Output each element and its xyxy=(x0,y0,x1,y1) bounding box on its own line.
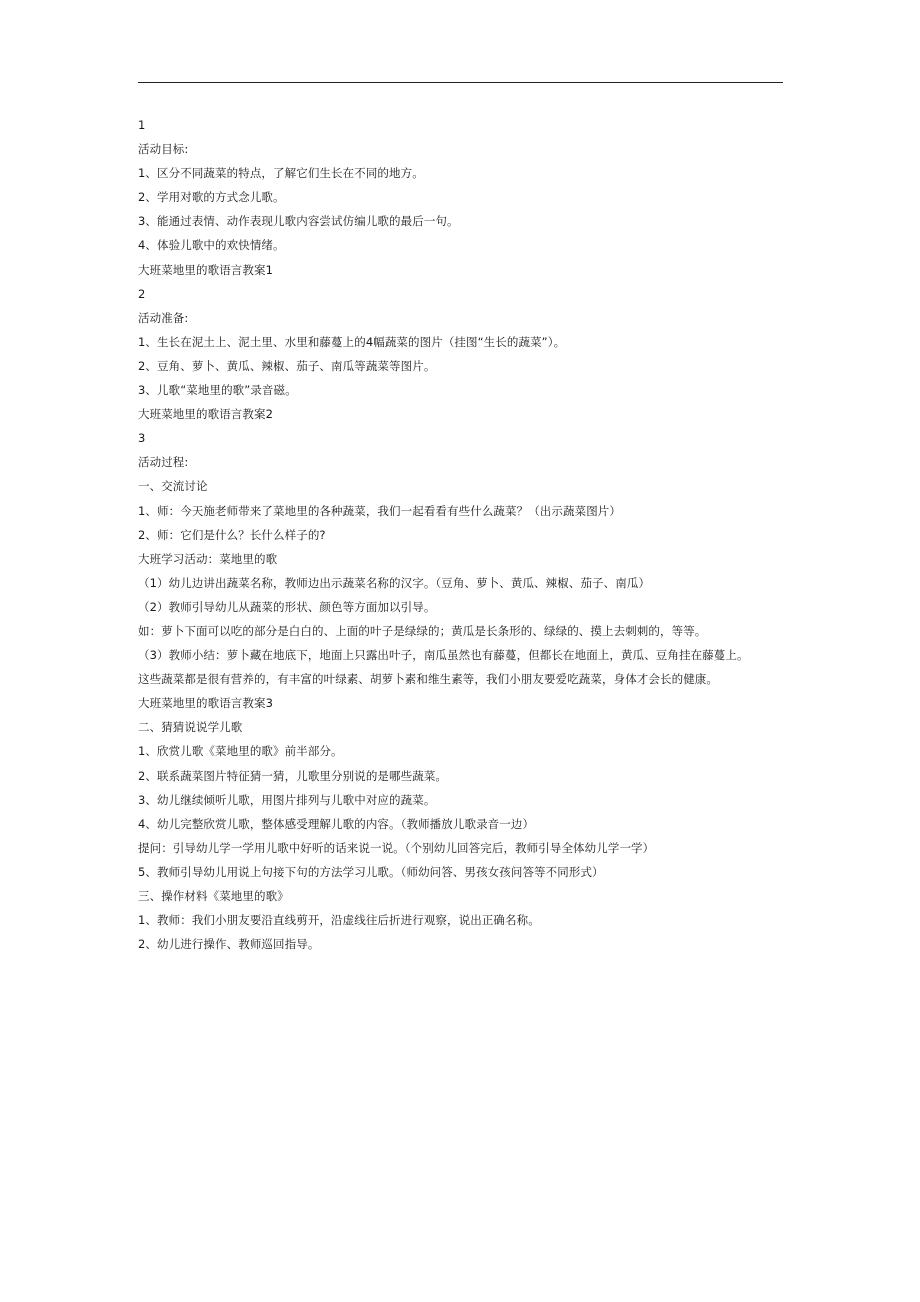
section-number: 1 xyxy=(138,118,146,132)
paragraph: 如：萝卜下面可以吃的部分是白白的、上面的叶子是绿绿的；黄瓜是长条形的、绿绿的、摸上去刺刺的，等等。 xyxy=(138,623,707,638)
section-heading: 活动过程: xyxy=(138,455,189,470)
list-item: 1、欣赏儿歌《菜地里的歌》前半部分。 xyxy=(138,744,343,759)
subsection-heading: 一、交流讨论 xyxy=(138,479,208,494)
list-item: 4、幼儿完整欣赏儿歌，整体感受理解儿歌的内容。（教师播放儿歌录音一边） xyxy=(138,816,535,831)
list-item: 1、区分不同蔬菜的特点，了解它们生长在不同的地方。 xyxy=(138,166,424,181)
list-item: （1）幼儿边讲出蔬菜名称，教师边出示蔬菜名称的汉字。（豆角、萝卜、黄瓜、辣椒、茄子、南瓜） xyxy=(138,575,651,590)
lesson-title: 大班菜地里的歌语言教案3 xyxy=(138,696,274,711)
list-item: 1、生长在泥土上、泥土里、水里和藤蔓上的4幅蔬菜的图片（挂图“生长的蔬菜”）。 xyxy=(138,334,566,349)
list-item: 3、能通过表情、动作表现儿歌内容尝试仿编儿歌的最后一句。 xyxy=(138,214,459,229)
subsection-heading: 三、操作材料《菜地里的歌》 xyxy=(138,889,289,903)
section-heading: 活动目标: xyxy=(138,142,189,157)
section-number: 2 xyxy=(138,286,146,301)
list-item: 2、幼儿进行操作、教师巡回指导。 xyxy=(138,937,320,952)
list-item: 2、师：它们是什么？长什么样子的? xyxy=(138,527,326,542)
list-item: 4、体验儿歌中的欢快情绪。 xyxy=(138,238,285,253)
list-item: 2、学用对歌的方式念儿歌。 xyxy=(138,190,285,205)
paragraph: 提问：引导幼儿学一学用儿歌中好听的话来说一说。（个别幼儿回答完后，教师引导全体幼儿学一学） xyxy=(138,840,655,855)
paragraph: 这些蔬菜都是很有营养的，有丰富的叶绿素、胡萝卜素和维生素等，我们小朋友要爱吃蔬菜，身体才会长的健康。 xyxy=(138,672,718,687)
list-item: （2）教师引导幼儿从蔬菜的形状、颜色等方面加以引导。 xyxy=(138,599,436,614)
list-item: 5、教师引导幼儿用说上句接下句的方法学习儿歌。（师幼问答、男孩女孩问答等不同形式） xyxy=(138,864,604,879)
paragraph: 大班学习活动：菜地里的歌 xyxy=(138,551,278,566)
lesson-title: 大班菜地里的歌语言教案1 xyxy=(138,262,274,277)
list-item: （3）教师小结：萝卜藏在地底下，地面上只露出叶子，南瓜虽然也有藤蔓，但都长在地面上，黄瓜、豆角挂在藤蔓上。 xyxy=(138,648,749,663)
header-rule xyxy=(138,82,783,83)
lesson-title: 大班菜地里的歌语言教案2 xyxy=(138,407,274,422)
list-item: 1、师：今天施老师带来了菜地里的各种蔬菜，我们一起看看有些什么蔬菜？（出示蔬菜图片） xyxy=(138,503,622,518)
list-item: 1、教师：我们小朋友要沿直线剪开，沿虚线往后折进行观察，说出正确名称。 xyxy=(138,913,540,928)
list-item: 2、豆角、萝卜、黄瓜、辣椒、茄子、南瓜等蔬菜等图片。 xyxy=(138,358,436,373)
section-heading: 活动准备: xyxy=(138,310,189,325)
list-item: 2、联系蔬菜图片特征猜一猜，儿歌里分别说的是哪些蔬菜。 xyxy=(138,768,448,783)
subsection-heading: 二、猜猜说说学儿歌 xyxy=(138,720,243,735)
list-item: 3、儿歌“菜地里的歌”录音磁。 xyxy=(138,383,297,398)
section-number: 3 xyxy=(138,431,146,446)
list-item: 3、幼儿继续倾听儿歌，用图片排列与儿歌中对应的蔬菜。 xyxy=(138,792,436,807)
document-body xyxy=(138,113,808,956)
